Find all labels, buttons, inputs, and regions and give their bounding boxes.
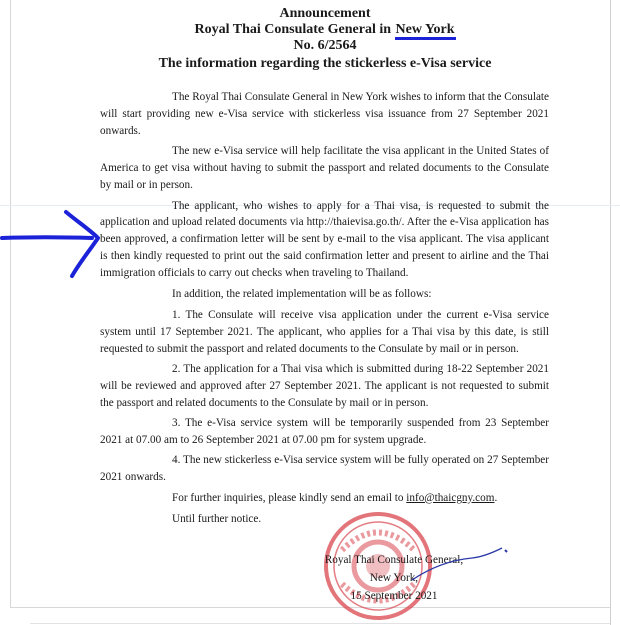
signature-city: New York, bbox=[369, 572, 419, 584]
announcement-number: No. 6/2564 bbox=[293, 38, 357, 53]
page-border-right bbox=[610, 0, 611, 625]
paragraph-benefit: The new e-Visa service will help facilitate the visa applicant in the United States of America to get visa without having to submit the passport and related documents to the Consulate by mail or in person. bbox=[100, 145, 549, 192]
paragraph-inquiry bbox=[100, 490, 549, 507]
consulate-heading-prefix: Royal Thai Consulate General in bbox=[194, 22, 395, 37]
page-border-bottom bbox=[10, 607, 610, 608]
page-border-left bbox=[10, 0, 11, 608]
inquiry-suffix: . bbox=[494, 491, 498, 504]
paragraph-item-1: 1. The Consulate will receive visa application under the current e-Visa service system until 17 September 2021. The applicant, who applies for a Thai visa by this date, is still requested to submit the passport and related documents to the Consulate by mail or in person. bbox=[100, 308, 549, 355]
arrow-right-icon bbox=[0, 208, 110, 283]
signature-org: Royal Thai Consulate General, bbox=[324, 554, 464, 566]
signature-date: 15 September 2021 bbox=[350, 590, 438, 602]
page-border-bottom-outer bbox=[30, 623, 610, 624]
paragraph-item-4: 4. The new stickerless e-Visa service system will be fully operated on 27 September 2021 onwards. bbox=[100, 454, 549, 484]
announcement-heading: Announcement bbox=[279, 6, 371, 21]
announcement-title: The information regarding the stickerless e-Visa service bbox=[158, 56, 492, 71]
highlighted-city: New York bbox=[395, 23, 456, 40]
email-link[interactable]: info@thaicgny.com bbox=[406, 491, 495, 504]
inquiry-text: For further inquiries, please kindly send an email to bbox=[172, 491, 407, 504]
handwritten-signature bbox=[410, 540, 510, 610]
paragraph-closing: Until further notice. bbox=[172, 512, 262, 525]
announcement-body bbox=[100, 89, 549, 532]
paragraph-application: The applicant, who wishes to apply for a Thai visa, is requested to submit the application and upload related documents via http://thaievisa.go.th/. After the e-Visa application has been approved, a confirmation letter will be sent by e-mail to the visa applicant. The visa applicant is then kindly requested to print out the said confirmation letter and present to airline and the Thai immigration officials to carry out checks when traveling to Thailand. bbox=[100, 199, 549, 280]
paragraph-implementation: In addition, the related implementation will be as follows: bbox=[172, 287, 432, 300]
paragraph-item-3: 3. The e-Visa service system will be temporarily suspended from 23 September 2021 at 07.00 am to 26 September 2021 at 07.00 pm for system upgrade. bbox=[100, 417, 549, 447]
paragraph-intro: The Royal Thai Consulate General in New York wishes to inform that the Consulate will start providing new e-Visa service with stickerless visa issuance from 27 September 2021 onwards. bbox=[100, 91, 549, 137]
paragraph-item-2: 2. The application for a Thai visa which is submitted during 18-22 September 2021 will be reviewed and approved after 27 September 2021. The applicant is not requested to submit the passport and related documents to the Consulate by mail or in person. bbox=[100, 362, 549, 409]
